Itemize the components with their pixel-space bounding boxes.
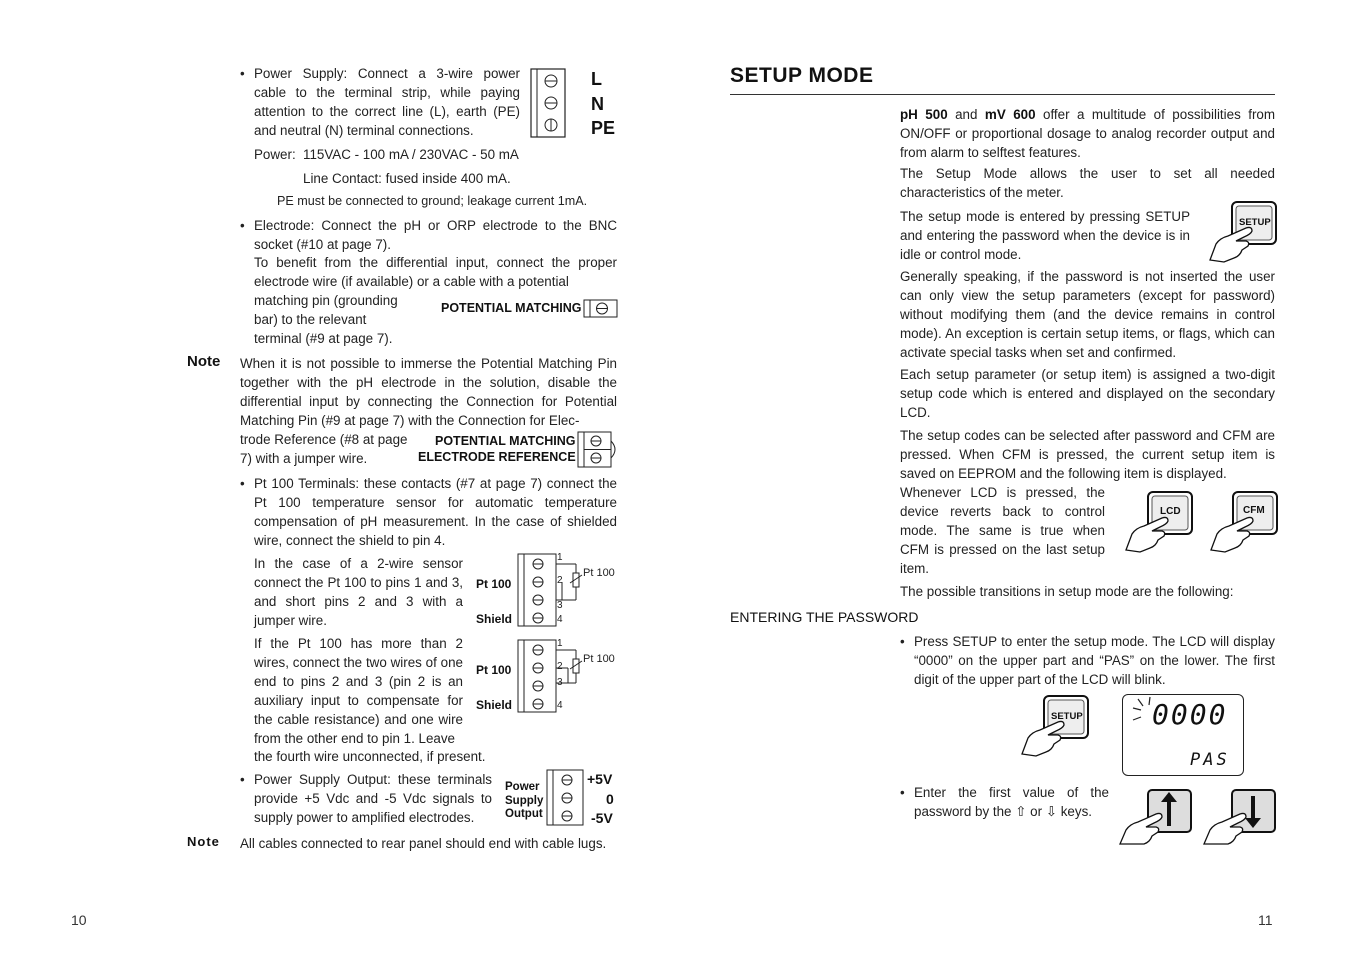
electrode-text-2: To benefit from the differential input, connect the proper electrode wire (if available) or a cable with a potential: [254, 255, 617, 289]
power-output-label-1: Power: [505, 781, 540, 793]
press-setup-text: Press SETUP to enter the setup mode. The LCD will display “0000” on the upper part and “PAS” on the lower. The first digit of the upper part of the LCD will blink.: [914, 634, 1275, 687]
bullet: •: [240, 476, 245, 491]
shield-label-2: Shield: [476, 698, 513, 712]
section-heading: ENTERING THE PASSWORD: [730, 609, 919, 625]
lcd-lower-text: PAS: [1190, 750, 1230, 770]
pt100-sensor-label-2: Pt 100: [583, 653, 615, 665]
shield-label: Shield: [476, 612, 513, 626]
bullet: •: [240, 218, 245, 233]
power-output-text: Power Supply Output: these terminals provide +5 Vdc and -5 Vdc signals to supply power to amplified electrodes.: [254, 772, 492, 825]
product-mv600: mV 600: [984, 107, 1036, 122]
note-text-2: trode Reference (#8 at page 7) with a jumper wire.: [240, 432, 408, 466]
terminal-label-pe: PE: [591, 118, 616, 138]
cfm-key-icon: [1207, 490, 1282, 555]
electrode-text: Electrode: Connect the pH or ORP electrode to the BNC socket (#10 at page 7).: [254, 218, 617, 252]
pin-4: 4: [557, 700, 563, 711]
pin-2: 2: [557, 575, 563, 586]
transitions-paragraph: The possible transitions in setup mode are the following:: [900, 584, 1234, 599]
lcd-paragraph: Whenever LCD is pressed, the device reverts back to control mode. The same is true when CFM is pressed on the last setup item.: [900, 485, 1105, 576]
terminal-label-n: N: [591, 94, 604, 114]
setup-mode-paragraph: The Setup Mode allows the user to set all needed characteristics of the meter.: [900, 166, 1275, 200]
setup-key-icon-2: [1018, 694, 1093, 759]
power-value: 115VAC - 100 mA / 230VAC - 50 mA: [303, 147, 519, 162]
power-output-terminal-diagram: [546, 769, 586, 827]
power-output-label-3: Output: [505, 808, 543, 820]
pin-4: 4: [557, 614, 563, 625]
jumper-terminal-diagram: [577, 431, 619, 469]
setup-key-label: SETUP: [1239, 217, 1271, 228]
pt100-label-2: Pt 100: [476, 663, 512, 677]
bullet: •: [900, 634, 905, 649]
enter-password-text: Enter the first value of the password by the ⇧ or ⇩ keys.: [914, 785, 1109, 819]
up-arrow-key-icon: [1116, 788, 1196, 848]
setup-code-paragraph: Each setup parameter (or setup item) is assigned a two-digit setup code which is entered and displayed on the secondary LCD.: [900, 367, 1275, 420]
electrode-text-3: matching pin (grounding bar) to the relevant terminal (#9 at page 7).: [254, 293, 398, 346]
pt100-more-text: If the Pt 100 has more than 2 wires, connect the two wires of one end to pins 2 and 3 (pin 2 is an auxiliary input to compensate for the cable resistance) and one wire from the other end to pin 1. Leave: [254, 636, 463, 746]
note-text: When it is not possible to immerse the Potential Matching Pin together with the pH electrode in the solution, disable the differential input by connecting the Connection for Potential Matching Pin (#9 at page 7) with the Connection for Elec-: [240, 356, 617, 428]
password-paragraph: Generally speaking, if the password is not inserted the user can only view the setup parameters (except for password) without modifying them (and the device remains in control mode). An exception is certain setup items, or flags, which can activate special tasks when set and confirmed.: [900, 269, 1275, 360]
pin-1: 1: [557, 552, 563, 563]
note-label-2: Note: [187, 834, 220, 849]
pt100-2wire-text: In the case of a 2-wire sensor connect the Pt 100 to pins 1 and 3, and short pins 2 and 3 with a jumper wire.: [254, 556, 463, 628]
page-title: SETUP MODE: [730, 64, 874, 87]
title-rule: [730, 94, 1275, 95]
voltage-minus5: -5V: [591, 810, 613, 826]
lcd-key-icon: [1122, 490, 1197, 555]
power-label: Power:: [254, 147, 296, 162]
note-label: Note: [187, 353, 221, 370]
setup-key-icon: [1206, 200, 1281, 265]
setup-key-label-2: SETUP: [1051, 711, 1083, 722]
terminal-label-l: L: [591, 69, 602, 89]
pin-1: 1: [557, 638, 563, 649]
pt100-text: Pt 100 Terminals: these contacts (#7 at page 7) connect the Pt 100 temperature sensor for automatic temperature compensation of pH measurement. In the case of shielded wire, connect the shield to pin 4.: [254, 476, 617, 548]
page-number-left: 10: [71, 912, 87, 928]
and-text: and: [947, 107, 985, 122]
pt100-sensor-label: Pt 100: [583, 567, 615, 579]
bullet: •: [240, 66, 245, 81]
intro-paragraph: [900, 105, 1275, 162]
potential-matching-label: POTENTIAL MATCHING: [441, 301, 582, 315]
note-2-text: All cables connected to rear panel should end with cable lugs.: [240, 836, 607, 851]
pin-3: 3: [557, 677, 563, 688]
lcd-upper-digits: 0000: [1152, 698, 1228, 731]
line-contact: Line Contact: fused inside 400 mA.: [303, 171, 511, 186]
pin-3: 3: [557, 600, 563, 611]
pe-note: PE must be connected to ground; leakage current 1mA.: [277, 194, 588, 208]
page-number-right: 11: [1258, 912, 1273, 928]
voltage-plus5: +5V: [587, 771, 613, 787]
potential-terminal-diagram: [583, 299, 619, 319]
pin-2: 2: [557, 661, 563, 672]
cfm-key-label: CFM: [1243, 505, 1265, 516]
enter-setup-paragraph: The setup mode is entered by pressing SETUP and entering the password when the device is in idle or control mode.: [900, 209, 1190, 262]
electrode-reference-label: ELECTRODE REFERENCE: [418, 450, 576, 464]
pt100-label: Pt 100: [476, 577, 512, 591]
power-supply-text: Power Supply: Connect a 3-wire power cable to the terminal strip, while paying attention to the correct line (L), earth (PE) and neutral (N) terminal connections.: [254, 66, 520, 138]
potential-matching-label-2: POTENTIAL MATCHING: [435, 434, 576, 448]
power-output-label-2: Supply: [505, 795, 544, 807]
intro-rest: offer a multitude of possibilities from ON/OFF or proportional dosage to analog recorder output and from alarm to selftest features.: [900, 107, 1275, 160]
voltage-zero: 0: [606, 791, 614, 807]
bullet: •: [240, 772, 245, 787]
down-arrow-key-icon: [1200, 788, 1280, 848]
bullet: •: [900, 785, 905, 800]
lcd-key-label: LCD: [1160, 506, 1181, 517]
pt100-more-end: the fourth wire unconnected, if present.: [254, 749, 486, 764]
cfm-paragraph: The setup codes can be selected after password and CFM are pressed. When CFM is pressed, the current setup item is saved on EEPROM and the following item is displayed.: [900, 428, 1275, 481]
product-ph500: pH 500: [900, 107, 948, 122]
